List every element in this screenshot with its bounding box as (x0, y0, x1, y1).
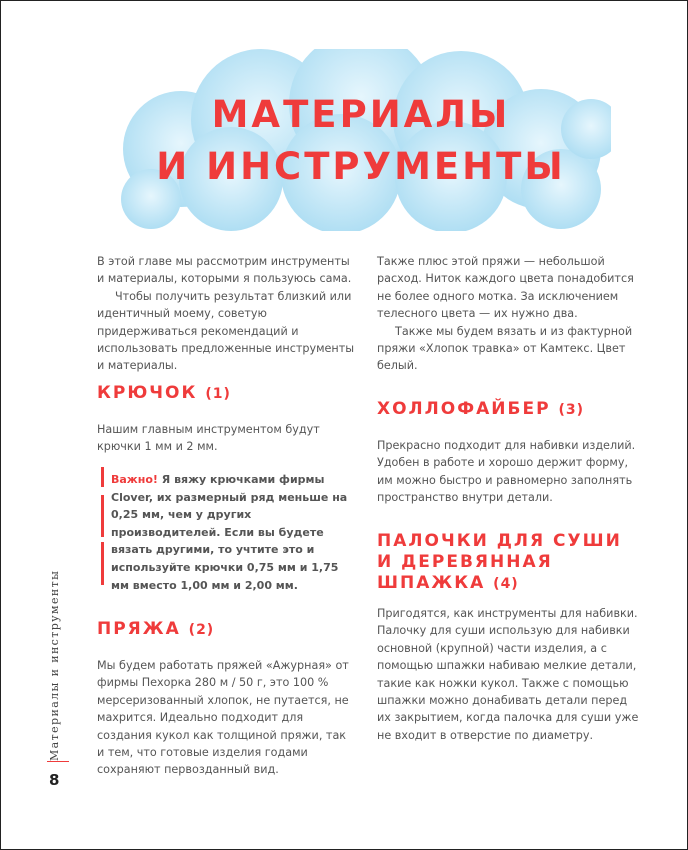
heading-sticks (377, 531, 639, 595)
note-accent-bar (101, 467, 104, 585)
filler-text (377, 437, 639, 507)
heading-yarn (97, 619, 355, 641)
side-chapter-label: Материалы и инструменты (48, 569, 61, 761)
important-label: Важно! (111, 473, 158, 486)
hook-text (97, 421, 355, 456)
heading-sticks-number: (4) (493, 576, 519, 592)
side-divider (47, 761, 69, 762)
sticks-paragraph: Пригодятся, как инструменты для набивки. Палочку для суши использую для набивки основной (крупной) части изделия, а с помощью шпажки набиваю мелкие детали, такие как ножки кукол. Также с помощью шпажки можно донабивать детали перед их закрытием, когда палочка для суши уже не входит в отверстие по диаметру. (377, 607, 639, 742)
page-number: 8 (49, 771, 60, 789)
yarn-text (97, 657, 355, 779)
heading-filler-text: ХОЛЛОФАЙБЕР (377, 399, 551, 419)
heading-sticks-line-2: И ДЕРЕВЯННАЯ (377, 552, 553, 572)
page-title (121, 89, 601, 193)
yarn-paragraph-3: Также мы будем вязать и из фактурной пряжи «Хлопок травка» от Камтекс. Цвет белый. (377, 324, 633, 373)
heading-yarn-text: ПРЯЖА (97, 619, 181, 639)
yarn-paragraph-1: Мы будем работать пряжей «Ажурная» от фирмы Пехорка 280 м / 50 г, это 100 % мерсеризованный хлопок, не путается, не махрится. Идеально подходит для создания кукол как толщиной пряжи, так и тем, что готовые изделия годами сохраняют первозданный вид. (97, 659, 349, 777)
filler-paragraph: Прекрасно подходит для набивки изделий. Удобен в работе и хорошо держит форму, им можно быстро и равномерно заполнять пространство внутри детали. (377, 439, 636, 505)
hook-paragraph: Нашим главным инструментом будут крючки 1 мм и 2 мм. (97, 423, 320, 454)
important-text: Я вяжу крючками фирмы Clover, их размерный ряд меньше на 0,25 мм, чем у других производителей. Если вы будете вязать другими, то учтите это и используйте крючки 0,75 мм и 1,75 мм вместо 1,00 мм и 2,00 мм. (111, 473, 348, 592)
heading-hook (97, 383, 355, 405)
heading-sticks-line-3: ШПАЖКА (377, 573, 486, 593)
title-line-2: И ИНСТРУМЕНТЫ (156, 145, 566, 188)
intro-paragraph-2: Чтобы получить результат близкий или идентичный моему, советую придерживаться рекомендаций и использовать предложенные инструменты и материалы. (97, 289, 355, 373)
heading-hook-number: (1) (205, 386, 231, 402)
important-note (111, 471, 351, 594)
heading-filler (377, 399, 639, 421)
heading-hook-text: КРЮЧОК (97, 383, 198, 403)
yarn-text-continued (377, 253, 639, 375)
title-line-1: МАТЕРИАЛЫ (211, 93, 511, 136)
yarn-paragraph-2: Также плюс этой пряжи — небольшой расход. Ниток каждого цвета понадобится не более одного мотка. За исключением телесного цвета — их нужно два. (377, 255, 634, 321)
heading-sticks-line-1: ПАЛОЧКИ ДЛЯ СУШИ (377, 531, 622, 551)
heading-filler-number: (3) (558, 402, 584, 418)
intro-paragraph-1: В этой главе мы рассмотрим инструменты и материалы, которыми я пользуюсь сама. (97, 255, 352, 286)
sticks-text (377, 605, 639, 744)
intro-text (97, 253, 355, 375)
heading-yarn-number: (2) (188, 622, 215, 638)
